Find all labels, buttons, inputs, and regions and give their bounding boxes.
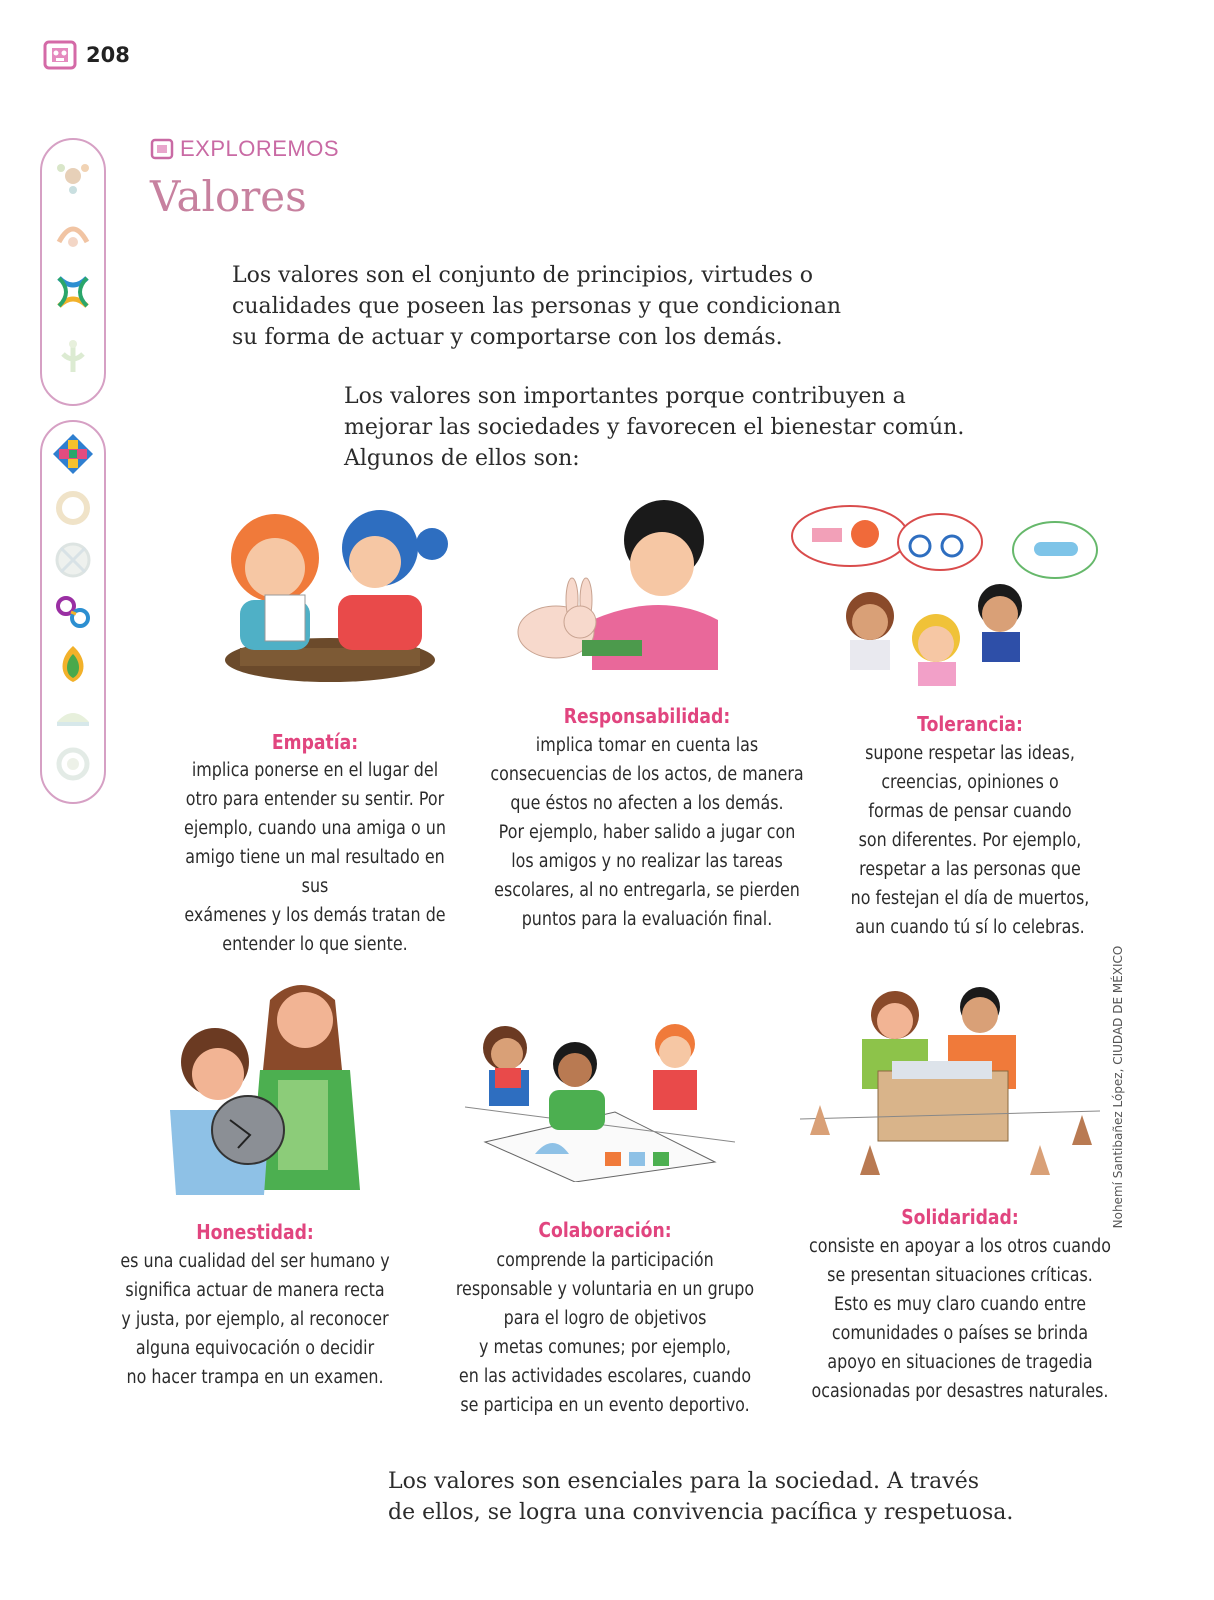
page-title: Valores <box>150 172 307 221</box>
conclusion-paragraph: Los valores son esenciales para la sociedad. A través de ellos, se logra una convivencia pacífica y respetuosa. <box>388 1469 1014 1525</box>
value-text-colaboracion: comprende la participación responsable y voluntaria en un grupo para el logro de objetivos y metas comunes; por ejemplo, en las actividades escolares, cuando se participa en un evento deportivo. <box>455 1250 755 1416</box>
value-title-responsabilidad: Responsabilidad: <box>563 704 731 728</box>
colaboracion-illustration <box>465 1012 735 1182</box>
responsabilidad-illustration <box>512 500 724 675</box>
value-text-empatia: implica ponerse en el lugar del otro para entender su sentir. Por ejemplo, cuando una amiga o un amigo tiene un mal resultado en sus exámenes y los demás tratan de entender lo que siente. <box>184 760 446 955</box>
interculturalidad-icon <box>51 538 95 582</box>
empatia-illustration <box>210 500 450 688</box>
value-title-tolerancia: Tolerancia: <box>917 712 1023 736</box>
illustration-credit: Nohemí Santibañez López, CIUDAD DE MÉXICO <box>1111 945 1125 1229</box>
value-text-responsabilidad: implica tomar en cuenta las consecuencias de los actos, de manera que éstos no afecten a los demás. Por ejemplo, haber salido a jugar con los amigos y no realizar las tareas escolares, al no entregarla, se pierden puntos para la evaluación final. <box>490 735 804 930</box>
campo-lenguajes-icon <box>51 154 95 198</box>
page-number: 208 <box>86 43 130 67</box>
value-text-tolerancia: supone respetar las ideas, creencias, opiniones o formas de pensar cuando son diferentes. Por ejemplo, respetar a las personas que no festejan el día de muertos, aun cuando tú sí lo celebras. <box>850 743 1090 938</box>
value-text-honestidad: es una cualidad del ser humano y significa actuar de manera recta y justa, por ejemplo, al reconocer alguna equivocación o decidir no hacer trampa en un examen. <box>120 1251 390 1388</box>
campo-etica-icon <box>51 270 95 314</box>
vida-saludable-icon <box>51 642 95 686</box>
solidaridad-illustration <box>800 985 1100 1185</box>
artes-experiencias-icon <box>51 742 95 786</box>
intro-paragraph-2: Los valores son importantes porque contribuyen a mejorar las sociedades y favorecen el bienestar común. Algunos de ellos son: <box>344 384 965 471</box>
inclusion-icon <box>51 432 95 476</box>
campo-saberes-icon <box>51 212 95 256</box>
aztec-glyph-icon <box>42 38 78 74</box>
tolerancia-illustration <box>790 500 1100 690</box>
pensamiento-critico-icon <box>51 486 95 530</box>
value-title-empatia: Empatía: <box>271 730 359 754</box>
campo-humano-icon <box>51 336 95 380</box>
intro-paragraph-1: Los valores son el conjunto de principios, virtudes o cualidades que poseen las personas y que condicionan su forma de actuar y comportarse con los demás. <box>232 263 842 350</box>
section-label-text: EXPLOREMOS <box>180 136 340 161</box>
value-text-solidaridad: consiste en apoyar a los otros cuando se presentan situaciones críticas. Esto es muy claro cuando entre comunidades o países se brinda apoyo en situaciones de tragedia ocasionadas por desastres naturales. <box>809 1236 1111 1402</box>
value-title-solidaridad: Solidaridad: <box>901 1205 1019 1229</box>
value-title-colaboracion: Colaboración: <box>538 1218 672 1242</box>
value-title-honestidad: Honestidad: <box>196 1220 314 1244</box>
section-label <box>150 136 339 162</box>
sidebar-ejes-articuladores <box>40 420 106 804</box>
sidebar-campos-formativos <box>40 138 106 406</box>
honestidad-illustration <box>160 970 380 1200</box>
section-glyph-icon <box>150 138 174 160</box>
igualdad-genero-icon <box>51 590 95 634</box>
lectura-escritura-icon <box>51 694 95 738</box>
